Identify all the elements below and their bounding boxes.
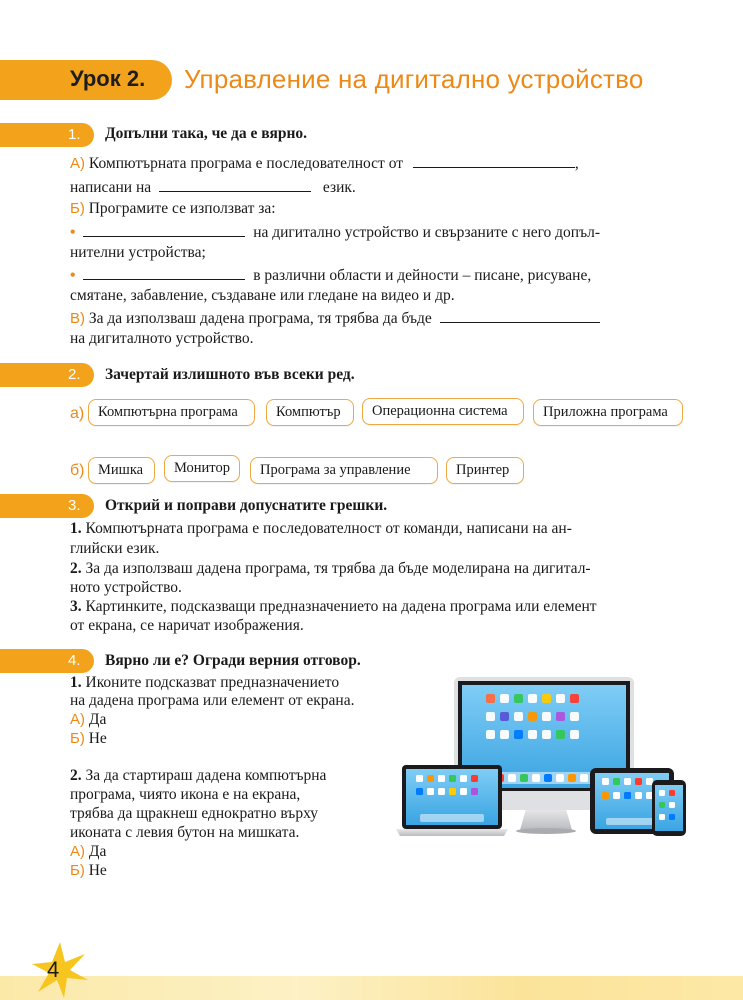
ex1-a-text1: Компютърната програма е последователност от [88, 155, 404, 172]
ex4-q2-option-b[interactable] [70, 861, 107, 881]
ex2-option-a1[interactable]: Компютърна програма [88, 399, 255, 426]
exercise-4-number: 4. [68, 652, 81, 669]
ex4-q1-text-a: Да [88, 711, 107, 728]
ex4-q1-option-a[interactable] [70, 710, 106, 730]
ex4-q1-num: 1. [70, 674, 82, 691]
ex4-q2-text-1: За да стартираш дадена компютърна [85, 767, 327, 784]
ex3-num-1: 1. [70, 520, 82, 537]
ex1-v-blank[interactable] [440, 309, 600, 323]
ex1-line-a1 [70, 154, 579, 174]
ex2-option-b3[interactable]: Програма за управление [250, 457, 438, 484]
ex4-q2-marker-b: Б) [70, 862, 85, 879]
ex1-a-text2-end: език. [322, 179, 356, 196]
ex3-line-5 [70, 597, 597, 617]
devices-illustration [396, 672, 691, 842]
ex2-option-b4[interactable]: Принтер [446, 457, 524, 484]
ex1-b-text: Програмите се използват за: [88, 200, 276, 217]
laptop-icon [396, 765, 508, 836]
ex2-option-a4[interactable]: Приложна програма [533, 399, 683, 426]
ex2-option-b2[interactable]: Монитор [164, 455, 240, 482]
footer-band [0, 976, 743, 1000]
ex1-v-text2: на дигиталното устройство. [70, 330, 254, 347]
ex1-v-text1: За да използваш дадена програма, тя трябва да бъде [88, 310, 432, 327]
ex1-a-comma: , [574, 155, 579, 172]
ex1-marker-b: Б) [70, 200, 85, 217]
exercise-3-number: 3. [68, 497, 81, 514]
exercise-2-title: Зачертай излишното във всеки ред. [105, 366, 355, 383]
ex1-a-blank2[interactable] [159, 178, 311, 192]
phone-icon [652, 780, 686, 836]
ex1-b2-blank[interactable] [83, 266, 245, 280]
ex3-text-1: Компютърната програма е последователност от команди, написани на ан- [85, 520, 572, 537]
ex1-a-blank1[interactable] [413, 154, 575, 168]
ex3-text-2: За да използваш дадена програма, тя трябва да бъде моделирана на дигитал- [85, 560, 591, 577]
ex1-b1-blank[interactable] [83, 223, 245, 237]
ex4-q1-marker-a: А) [70, 711, 85, 728]
ex4-q1-option-b[interactable] [70, 729, 107, 749]
ex2-option-a2[interactable]: Компютър [266, 399, 354, 426]
exercise-2-number: 2. [68, 366, 81, 383]
lesson-label: Урок 2. [70, 66, 146, 91]
ex4-q2-num: 2. [70, 767, 82, 784]
exercise-4-title: Вярно ли е? Огради верния отговор. [105, 652, 361, 669]
page-number: 4 [47, 957, 60, 982]
ex1-marker-v: В) [70, 310, 85, 327]
ex2-option-b1[interactable]: Мишка [88, 457, 155, 484]
ex4-q1-marker-b: Б) [70, 730, 85, 747]
ex3-num-2: 2. [70, 560, 82, 577]
exercise-3-title: Открий и поправи допуснатите грешки. [105, 497, 388, 514]
ex4-q2-line-2: програма, чиято икона е на екрана, [70, 786, 301, 803]
exercise-1-title: Допълни така, че да е вярно. [105, 125, 308, 142]
ex3-line-1 [70, 519, 572, 539]
ex1-line-v1 [70, 309, 600, 329]
ex3-text-3: Картинките, подсказващи предназначението на дадена програма или елемент [85, 598, 597, 615]
ex4-q2-text-b: Не [88, 862, 107, 879]
ex2-row-a-marker: а) [70, 405, 85, 422]
ex1-marker-a: А) [70, 155, 85, 172]
ex3-line-2: глийски език. [70, 540, 160, 557]
ex1-b1-text1: на дигитално устройство и свързаните с него допъл- [253, 224, 601, 241]
ex3-line-6: от екрана, се наричат изображения. [70, 617, 304, 634]
ex1-bullet-1: • [70, 224, 76, 241]
ex1-a-text2: написани на [70, 179, 152, 196]
ex4-q2-marker-a: А) [70, 843, 85, 860]
ex3-line-4: ното устройство. [70, 579, 182, 596]
ex4-q2-line-3: трябва да щракнеш еднократно върху [70, 805, 318, 822]
ex4-q2-line-4: иконата с левия бутон на мишката. [70, 824, 300, 841]
ex4-q1-line-2: на дадена програма или елемент от екрана. [70, 692, 355, 709]
ex1-b2-text2: смятане, забавление, създаване или гледане на видео и др. [70, 287, 455, 304]
ex1-b2-text1: в различни области и дейности – писане, рисуване, [253, 267, 592, 284]
ex2-option-a3[interactable]: Операционна система [362, 398, 524, 425]
ex1-line-b1 [70, 223, 600, 243]
ex1-line-b2 [70, 266, 591, 286]
ex4-q1-line-1 [70, 673, 339, 693]
ex1-b1-text2: нителни устройства; [70, 244, 206, 261]
ex4-q2-option-a[interactable] [70, 842, 106, 862]
ex3-line-3 [70, 559, 591, 579]
ex4-q1-text-b: Не [88, 730, 107, 747]
ex3-num-3: 3. [70, 598, 82, 615]
ex4-q2-text-a: Да [88, 843, 107, 860]
ex1-line-a2 [70, 178, 356, 198]
ex4-q1-text-1: Иконите подсказват предназначението [85, 674, 340, 691]
ex1-bullet-2: • [70, 267, 76, 284]
lesson-title: Управление на дигитално устройство [184, 64, 644, 94]
ex4-q2-line-1 [70, 766, 326, 786]
ex1-line-b [70, 199, 276, 219]
ex2-row-b-marker: б) [70, 462, 85, 479]
star-burst-icon [30, 940, 90, 1000]
exercise-1-number: 1. [68, 126, 81, 143]
